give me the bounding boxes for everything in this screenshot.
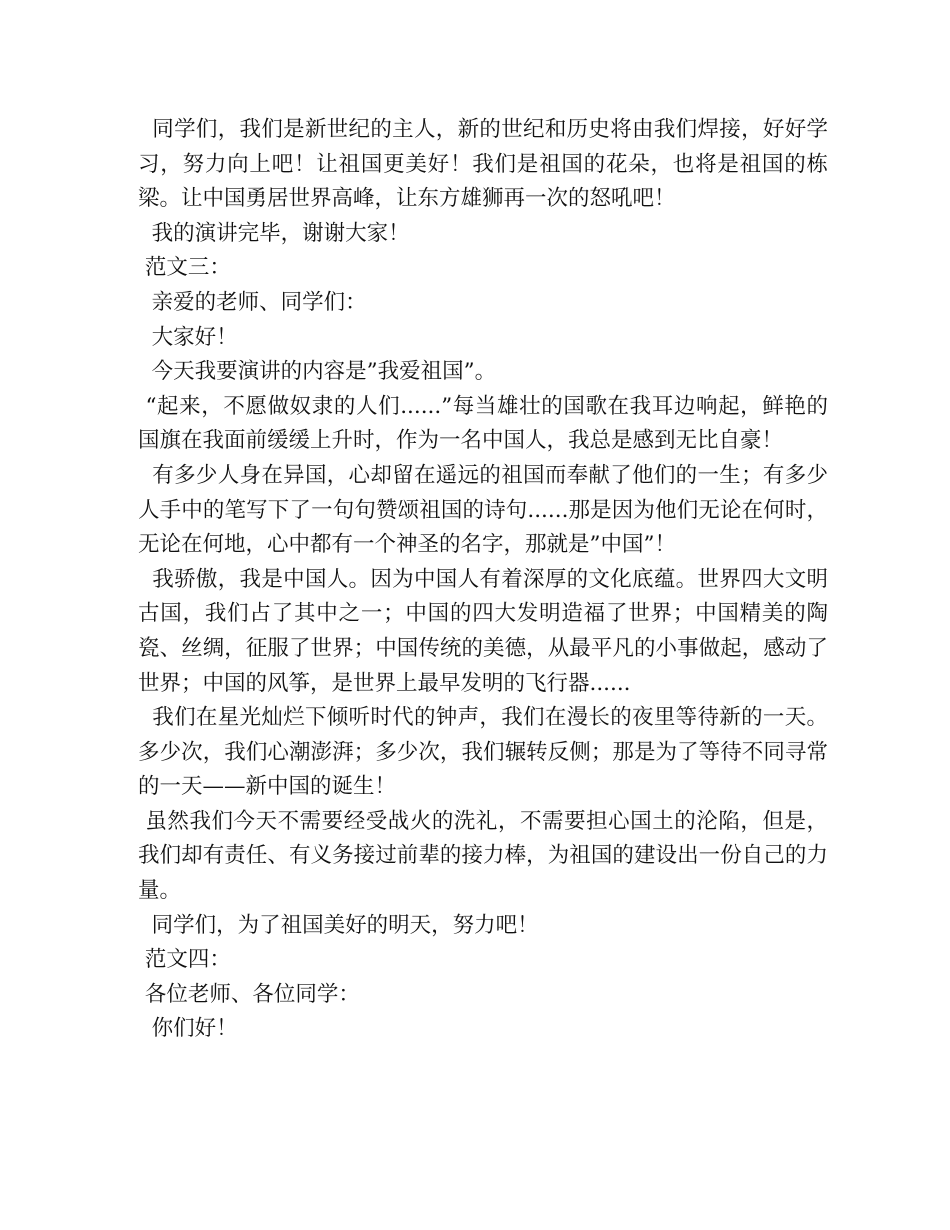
paragraph-topic: 今天我要演讲的内容是”我爱祖国”。 bbox=[138, 359, 497, 385]
paragraph-responsibility: 虽然我们今天不需要经受战火的洗礼，不需要担心国土的沦陷，但是，我们却有责任、有义务接过前辈的接力棒，为祖国的建设出一份自己的力量。 bbox=[138, 808, 828, 904]
paragraph-closing-appeal: 同学们，我们是新世纪的主人，新的世纪和历史将由我们焊接，好好学习，努力向上吧！让祖国更美好！我们是祖国的花朵，也将是祖国的栋梁。让中国勇居世界高峰，让东方雄狮再一次的怒吼吧！ bbox=[138, 117, 828, 212]
paragraph-speech-end: 我的演讲完毕，谢谢大家！ bbox=[138, 220, 410, 246]
section-heading-sample-four: 范文四： bbox=[138, 947, 231, 973]
document-body bbox=[138, 113, 828, 1047]
section-heading-sample-three: 范文三： bbox=[138, 255, 231, 281]
paragraph-pride: 我骄傲，我是中国人。因为中国人有着深厚的文化底蕴。世界四大文明古国，我们占了其中之一；中国的四大发明造福了世界；中国精美的陶瓷、丝绸，征服了世界；中国传统的美德，从最平凡的小事做起，感动了世界；中国的风筝，是世界上最早发明的飞行器...... bbox=[138, 566, 828, 696]
paragraph-greeting-four: 你们好！ bbox=[138, 1016, 238, 1042]
paragraph-encouragement: 同学们，为了祖国美好的明天，努力吧！ bbox=[138, 912, 539, 938]
paragraph-waiting: 我们在星光灿烂下倾听时代的钟声，我们在漫长的夜里等待新的一天。多少次，我们心潮澎湃；多少次，我们辗转反侧；那是为了等待不同寻常的一天——新中国的诞生！ bbox=[138, 705, 828, 800]
paragraph-anthem: “起来，不愿做奴隶的人们......”每当雄壮的国歌在我耳边响起，鲜艳的国旗在我面前缓缓上升时，作为一名中国人，我总是感到无比自豪！ bbox=[138, 393, 828, 454]
paragraph-salutation: 亲爱的老师、同学们： bbox=[138, 289, 367, 315]
paragraph-abroad: 有多少人身在异国，心却留在遥远的祖国而奉献了他们的一生；有多少人手中的笔写下了一句句赞颂祖国的诗句......那是因为他们无论在何时，无论在何地，心中都有一个神圣的名字，那就是”中国”！ bbox=[138, 462, 828, 558]
paragraph-salutation-four: 各位老师、各位同学： bbox=[138, 981, 360, 1007]
paragraph-greeting: 大家好！ bbox=[138, 324, 238, 350]
